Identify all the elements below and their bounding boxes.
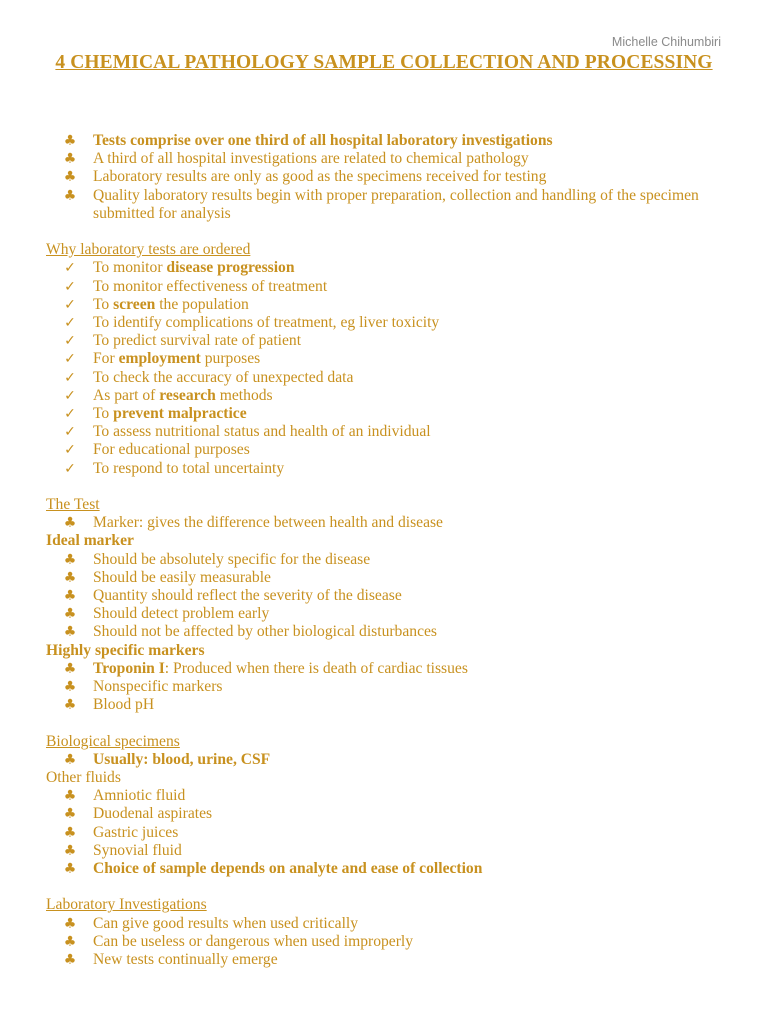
club-bullet-icon: ♣	[63, 133, 77, 149]
club-bullet-icon: ♣	[63, 679, 77, 696]
list-item	[46, 314, 726, 332]
checkmark-icon: ✓	[64, 369, 76, 386]
club-bullet-icon: ♣	[63, 187, 77, 204]
list-item-text: Can be useless or dangerous when used improperly	[93, 932, 414, 950]
list-item-text: the population	[155, 295, 249, 313]
club-bullet-icon: ♣	[63, 515, 77, 532]
club-bullet-icon: ♣	[63, 660, 77, 677]
list-item-text: Troponin I	[93, 659, 165, 677]
list-item	[46, 587, 726, 605]
ideal-marker-list	[46, 551, 726, 642]
specific-markers-heading: Highly specific markers	[46, 641, 205, 659]
list-item-text: research	[159, 386, 216, 404]
checkmark-icon: ✓	[64, 406, 76, 423]
list-item-text: A third of all hospital investigations are related to chemical pathology	[93, 150, 529, 168]
list-item	[46, 514, 726, 532]
list-item	[46, 660, 726, 678]
list-item	[46, 423, 726, 441]
list-item-text: As part of	[93, 386, 160, 404]
other-fluids-list	[46, 787, 726, 878]
club-bullet-icon: ♣	[63, 697, 77, 714]
test-heading: The Test	[46, 496, 100, 514]
club-bullet-icon: ♣	[63, 824, 77, 841]
ideal-marker-heading: Ideal marker	[46, 532, 134, 550]
list-item	[46, 678, 726, 696]
list-item-text: To identify complications of treatment, eg liver toxicity	[93, 314, 440, 332]
club-bullet-icon: ♣	[63, 842, 77, 859]
club-bullet-icon: ♣	[63, 151, 77, 168]
list-item-text: Should be easily measurable	[93, 568, 271, 586]
list-item	[46, 187, 726, 223]
club-bullet-icon: ♣	[63, 788, 77, 805]
list-item	[46, 369, 726, 387]
club-bullet-icon: ♣	[63, 915, 77, 932]
specimens-heading: Biological specimens	[46, 732, 180, 750]
club-bullet-icon: ♣	[63, 569, 77, 586]
list-item-text: Tests comprise over one third of all hospital laboratory investigations	[93, 132, 553, 149]
specimens-list	[46, 751, 726, 769]
club-bullet-icon: ♣	[63, 169, 77, 186]
list-item	[46, 132, 726, 150]
club-bullet-icon: ♣	[63, 861, 77, 878]
club-bullet-icon: ♣	[63, 952, 77, 969]
list-item	[46, 441, 726, 459]
checkmark-icon: ✓	[64, 315, 76, 332]
author-header: Michelle Chihumbiri	[611, 35, 721, 49]
checkmark-icon: ✓	[64, 460, 76, 477]
club-bullet-icon: ♣	[63, 551, 77, 568]
list-item	[46, 805, 726, 823]
checkmark-icon: ✓	[64, 278, 76, 295]
test-list	[46, 514, 726, 532]
lab-investigations-heading: Laboratory Investigations	[46, 896, 207, 914]
list-item	[46, 951, 726, 969]
list-item-text: screen	[113, 295, 156, 313]
list-item-text: To predict survival rate of patient	[93, 332, 302, 350]
list-item	[46, 405, 726, 423]
list-item-text: For educational purposes	[93, 441, 250, 459]
list-item	[46, 168, 726, 186]
other-fluids-heading: Other fluids	[46, 769, 121, 787]
list-item	[46, 569, 726, 587]
list-item-text: To	[93, 405, 114, 423]
list-item-text: For	[93, 350, 119, 368]
checkmark-icon: ✓	[64, 351, 76, 368]
checkmark-icon: ✓	[64, 260, 76, 277]
club-bullet-icon: ♣	[63, 933, 77, 950]
list-item-text: Amniotic fluid	[93, 787, 186, 805]
list-item	[46, 332, 726, 350]
list-item-text: methods	[215, 386, 273, 404]
list-item-text: Laboratory results are only as good as the specimens received for testing	[93, 168, 547, 186]
document-body	[46, 132, 726, 969]
list-item	[46, 387, 726, 405]
list-item	[46, 696, 726, 714]
lab-investigations-list	[46, 915, 726, 970]
list-item	[46, 296, 726, 314]
list-item-text: prevent malpractice	[113, 405, 247, 423]
list-item-text: disease progression	[166, 259, 295, 277]
list-item-text: employment	[118, 350, 201, 368]
list-item	[46, 842, 726, 860]
list-item	[46, 350, 726, 368]
list-item-text: New tests continually emerge	[93, 951, 278, 969]
list-item	[46, 824, 726, 842]
list-item-text: Synovial fluid	[93, 841, 182, 859]
list-item-text: purposes	[200, 350, 261, 368]
list-item-text: Blood pH	[93, 696, 155, 714]
club-bullet-icon: ♣	[63, 606, 77, 623]
list-item-text: Duodenal aspirates	[93, 805, 213, 823]
club-bullet-icon: ♣	[63, 806, 77, 823]
list-item-text: Should not be affected by other biological disturbances	[93, 623, 437, 641]
list-item	[46, 787, 726, 805]
list-item-text: To monitor	[93, 259, 167, 277]
list-item-text: Should detect problem early	[93, 605, 270, 623]
checkmark-icon: ✓	[64, 442, 76, 459]
club-bullet-icon: ♣	[63, 588, 77, 605]
list-item	[46, 751, 726, 769]
list-item	[46, 605, 726, 623]
document-title: 4 CHEMICAL PATHOLOGY SAMPLE COLLECTION AND PROCESSING	[55, 52, 713, 73]
list-item-text: Choice of sample depends on analyte and ease of collection	[93, 860, 483, 878]
list-item-text: Gastric juices	[93, 823, 179, 841]
why-list	[46, 259, 726, 477]
checkmark-icon: ✓	[64, 424, 76, 441]
club-bullet-icon: ♣	[63, 751, 77, 768]
list-item-text: To	[93, 295, 114, 313]
list-item-text: Nonspecific markers	[93, 678, 223, 696]
list-item	[46, 551, 726, 569]
list-item-text: Marker: gives the difference between health and disease	[93, 514, 443, 532]
list-item	[46, 259, 726, 277]
specific-markers-list	[46, 660, 726, 715]
list-item	[46, 860, 726, 878]
list-item	[46, 623, 726, 641]
list-item	[46, 278, 726, 296]
list-item	[46, 150, 726, 168]
list-item-text: : Produced when there is death of cardiac tissues	[164, 659, 468, 677]
list-item-text: Can give good results when used critically	[93, 914, 359, 932]
list-item-text: Usually: blood, urine, CSF	[93, 750, 271, 768]
club-bullet-icon: ♣	[63, 624, 77, 641]
list-item-text: Should be absolutely specific for the disease	[93, 550, 371, 568]
list-item-text: Quality laboratory results begin with proper preparation, collection and handling of the specimen submitted for analysis	[93, 186, 699, 222]
list-item-text: To monitor effectiveness of treatment	[93, 277, 328, 295]
list-item-text: To check the accuracy of unexpected data	[93, 368, 354, 386]
checkmark-icon: ✓	[64, 333, 76, 350]
list-item-text: To respond to total uncertainty	[93, 459, 285, 477]
list-item	[46, 460, 726, 478]
list-item	[46, 915, 726, 933]
intro-list	[46, 132, 726, 223]
checkmark-icon: ✓	[64, 387, 76, 404]
list-item-text: Quantity should reflect the severity of the disease	[93, 587, 402, 605]
checkmark-icon: ✓	[64, 296, 76, 313]
list-item-text: To assess nutritional status and health of an individual	[93, 423, 431, 441]
why-heading: Why laboratory tests are ordered	[46, 241, 251, 259]
list-item	[46, 933, 726, 951]
